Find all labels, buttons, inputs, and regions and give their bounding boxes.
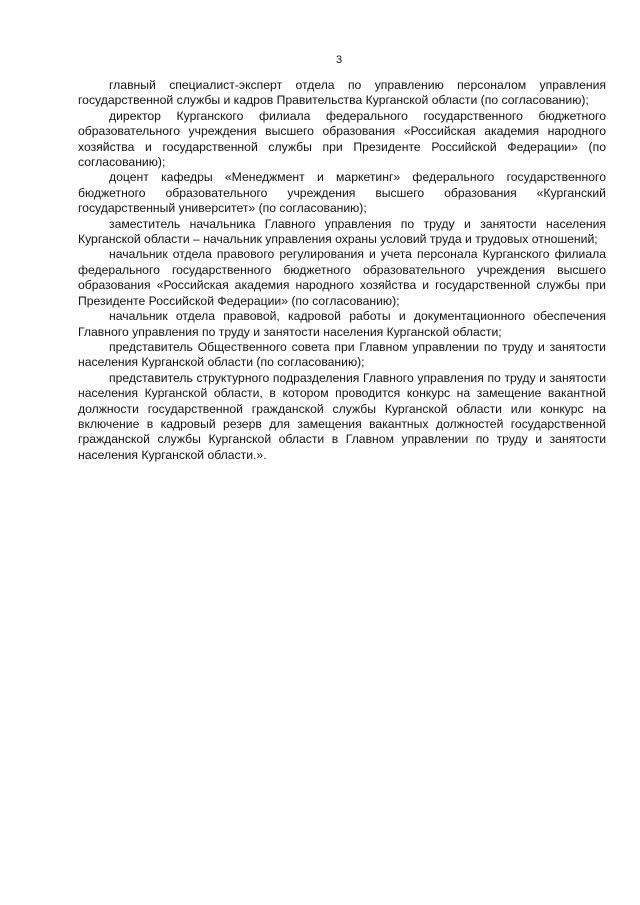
paragraph-branch-director: директор Курганского филиала федерального государственного бюджетного образовательного учреждения высшего образования «Российская академия народного хозяйства и государственной службы при Президенте Российской Федерации» (по согласованию);: [78, 108, 606, 170]
paragraph-documentation-department-head: начальник отдела правовой, кадровой работы и документационного обеспечения Главного управления по труду и занятости населения Курганской области;: [78, 309, 606, 339]
paragraph-associate-professor: доцент кафедры «Менеджмент и маркетинг» федерального государственного бюджетного образовательного учреждения высшего образования «Курганский государственный университет» (по согласованию);: [78, 170, 606, 216]
paragraph-public-council-representative: представитель Общественного совета при Главном управлении по труду и занятости населения Курганской области (по согласованию);: [78, 339, 606, 370]
document-body: [78, 78, 606, 463]
page-number: 3: [335, 54, 343, 66]
paragraph-legal-department-head: начальник отдела правового регулирования и учета персонала Курганского филиала федерального государственного бюджетного образовательного учреждения высшего образования «Российская академия народного хозяйства и государственной службы при Президенте Российской Федерации» (по согласованию);: [78, 247, 606, 308]
paragraph-structural-unit-representative: представитель структурного подразделения Главного управления по труду и занятости населения Курганской области, в котором проводится конкурс на замещение вакантной должности государственной гражданской службы Курганской области или конкурс на включение в кадровый резерв для замещения вакантных должностей государственной гражданской службы Курганской области в Главном управлении по труду и занятости населения Курганской области.».: [78, 370, 606, 462]
paragraph-deputy-head: заместитель начальника Главного управления по труду и занятости населения Курганской области – начальник управления охраны условий труда и трудовых отношений;: [78, 216, 606, 247]
paragraph-chief-expert: главный специалист-эксперт отдела по управлению персоналом управления государственной службы и кадров Правительства Курганской области (по согласованию);: [78, 78, 606, 108]
